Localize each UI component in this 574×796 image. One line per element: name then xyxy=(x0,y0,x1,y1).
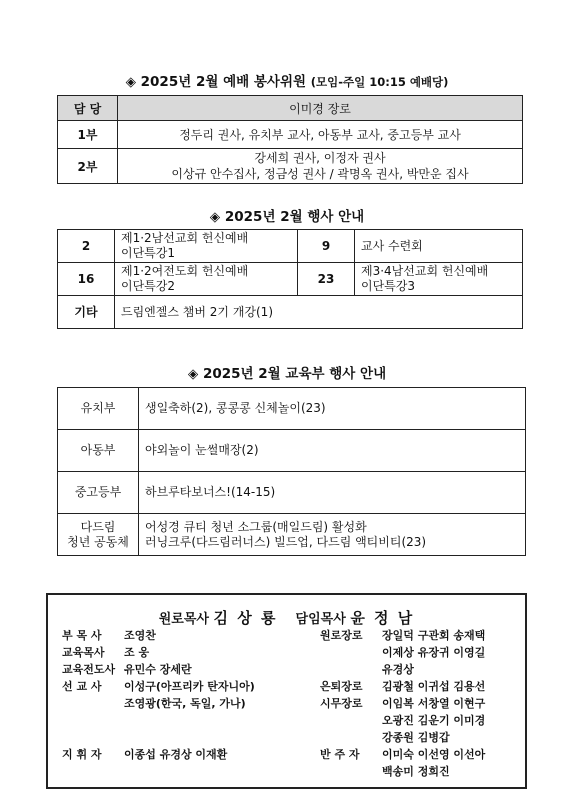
dept-label-line: 청년 공동체 xyxy=(67,534,129,549)
event-date: 2 xyxy=(58,230,115,263)
dept-label: 아동부 xyxy=(58,430,139,472)
staff-names: 이미숙 이선영 이선아 xyxy=(382,748,486,761)
volunteers-line: 이상규 안수집사, 정금성 권사 / 곽명옥 권사, 박만운 집사 xyxy=(171,167,469,181)
dept-events: 야외놀이 눈썰매장(2) xyxy=(139,430,526,472)
table-row xyxy=(58,430,526,472)
table-row xyxy=(58,388,526,430)
staff-entry xyxy=(320,661,485,678)
events-table xyxy=(57,229,523,329)
staff-entry xyxy=(320,729,485,746)
staff-role: 선 교 사 xyxy=(62,680,102,693)
service-volunteers: 정두리 권사, 유치부 교사, 아동부 교사, 중고등부 교사 xyxy=(118,121,523,149)
staff-names: 장일덕 구관회 송재택 xyxy=(382,629,486,642)
event-line: 러닝크루(다드림러너스) 빌드업, 다드림 액티비티(23) xyxy=(145,534,427,549)
volunteers-line: 강세희 권사, 이정자 권사 xyxy=(254,151,386,165)
table-row xyxy=(58,230,523,263)
staff-entry xyxy=(320,644,485,661)
staff-names: 강종원 김병갑 xyxy=(382,731,450,744)
staff-entry xyxy=(320,627,485,644)
staff-names: 이제상 유장귀 이영길 xyxy=(382,646,486,659)
staff-names: 유민수 장세란 xyxy=(124,663,192,676)
staff-role: 원로장로 xyxy=(320,629,363,642)
table-row xyxy=(58,121,523,149)
staff-names: 조 웅 xyxy=(124,646,150,659)
header-label: 담 당 xyxy=(58,96,118,121)
staff-entry xyxy=(320,712,485,729)
staff-right-column xyxy=(320,627,485,780)
dept-events: 하브루타보너스!(14-15) xyxy=(139,472,526,514)
staff-names: 유경상 xyxy=(382,663,414,676)
table-row xyxy=(58,296,523,329)
staff-entry xyxy=(320,746,485,763)
service-label: 2부 xyxy=(58,149,118,184)
event-cell xyxy=(355,230,523,263)
staff-entry xyxy=(320,763,485,780)
staff-role: 교육목사 xyxy=(62,646,105,659)
staff-names: 백송미 정희진 xyxy=(382,765,450,778)
dept-label xyxy=(58,514,139,556)
staff-entry xyxy=(62,746,255,763)
staff-role: 교육전도사 xyxy=(62,663,116,676)
staff-role: 반 주 자 xyxy=(320,748,360,761)
dept-label: 중고등부 xyxy=(58,472,139,514)
senior-pastor-role: 담임목사 xyxy=(295,612,346,627)
table-row xyxy=(58,514,526,556)
table-row xyxy=(58,263,523,296)
staff-header xyxy=(48,607,525,628)
staff-left-column xyxy=(62,627,255,763)
staff-names: 김광철 이귀섭 김용선 xyxy=(382,680,486,693)
event-line: 제3·4남선교회 헌신예배 xyxy=(361,264,489,278)
service-volunteers xyxy=(118,149,523,184)
event-line: 제1·2여전도회 헌신예배 xyxy=(121,264,249,278)
staff-box xyxy=(46,593,527,789)
education-events-table xyxy=(57,387,526,556)
dept-label-line: 다드림 xyxy=(80,519,116,534)
staff-entry xyxy=(62,661,255,678)
staff-names: 이성구(아프리카 탄자니아) xyxy=(124,680,255,693)
staff-role: 시무장로 xyxy=(320,697,363,710)
other-label: 기타 xyxy=(58,296,115,329)
staff-entry xyxy=(62,695,255,712)
event-line: 이단특강2 xyxy=(121,279,176,293)
staff-names: 오광진 김운기 이미경 xyxy=(382,714,486,727)
service-label: 1부 xyxy=(58,121,118,149)
dept-label: 유치부 xyxy=(58,388,139,430)
event-line: 이단특강1 xyxy=(121,246,176,260)
other-value: 드림엔젤스 챔버 2기 개강(1) xyxy=(115,296,523,329)
staff-entry xyxy=(62,627,255,644)
section1-title-text: ◈ 2025년 2월 예배 봉사위원 xyxy=(125,74,307,90)
event-date: 9 xyxy=(298,230,355,263)
dept-events: 생일축하(2), 콩콩콩 신체놀이(23) xyxy=(139,388,526,430)
header-value: 이미경 장로 xyxy=(118,96,523,121)
senior-pastor-emeritus-role: 원로목사 xyxy=(158,612,209,627)
table-row xyxy=(58,472,526,514)
section2-title: ◈ 2025년 2월 행사 안내 xyxy=(209,209,365,225)
staff-names: 이종섭 유경상 이재환 xyxy=(124,748,228,761)
event-date: 16 xyxy=(58,263,115,296)
event-line: 어성경 큐티 청년 소그룹(매일드림) 활성화 xyxy=(145,519,367,534)
section1-subtitle: (모임-주일 10:15 예배당) xyxy=(310,75,449,89)
staff-names: 조영광(한국, 독일, 가나) xyxy=(124,697,246,710)
staff-names: 조영찬 xyxy=(124,629,156,642)
section3-title: ◈ 2025년 2월 교육부 행사 안내 xyxy=(187,366,387,382)
event-line: 제1·2남선교회 헌신예배 xyxy=(121,231,249,245)
event-cell xyxy=(355,263,523,296)
event-line: 교사 수련회 xyxy=(361,238,423,253)
table-row xyxy=(58,149,523,184)
spacer xyxy=(62,712,255,746)
staff-names: 이임복 서창열 이현구 xyxy=(382,697,486,710)
staff-entry xyxy=(320,695,485,712)
event-cell xyxy=(115,230,298,263)
senior-pastor-emeritus-name: 김 상 룡 xyxy=(213,609,278,627)
table-header-row xyxy=(58,96,523,121)
staff-entry xyxy=(320,678,485,695)
section1-title xyxy=(0,70,574,90)
staff-entry xyxy=(62,678,255,695)
staff-role: 부 목 사 xyxy=(62,629,102,642)
staff-entry xyxy=(62,644,255,661)
event-line: 이단특강3 xyxy=(361,279,416,293)
event-date: 23 xyxy=(298,263,355,296)
staff-role: 지 휘 자 xyxy=(62,748,102,761)
worship-volunteers-table xyxy=(57,95,523,184)
event-cell xyxy=(115,263,298,296)
staff-role: 은퇴장로 xyxy=(320,680,363,693)
dept-events xyxy=(139,514,526,556)
senior-pastor-name: 윤 정 남 xyxy=(350,609,415,627)
